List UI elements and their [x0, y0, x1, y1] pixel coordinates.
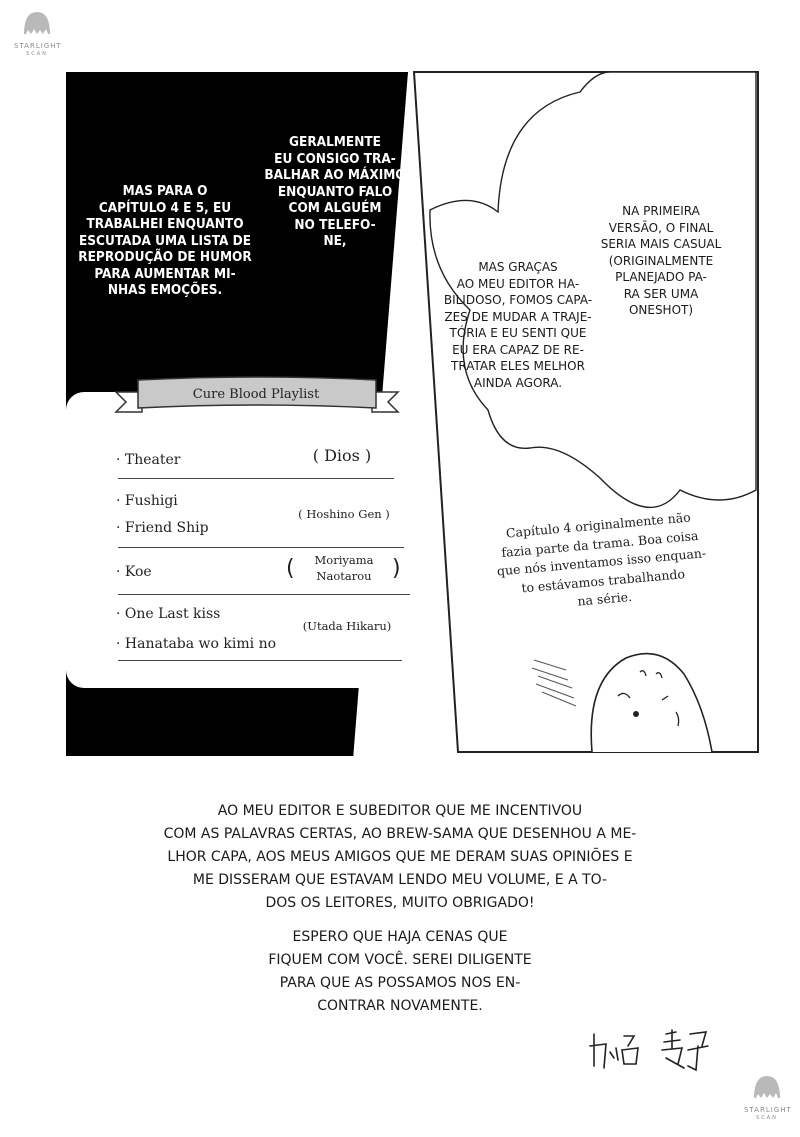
playlist-song: · One Last kiss	[116, 606, 221, 622]
playlist-artist-bracket: )	[392, 556, 401, 581]
playlist-artist-bracket: (	[286, 556, 295, 581]
watermark-sub: SCAN	[26, 51, 48, 57]
playlist-song: · Fushigi	[116, 493, 178, 509]
playlist-artist: ( Dios )	[312, 446, 372, 465]
author-signature	[588, 1024, 728, 1076]
thanks-paragraph: AO MEU EDITOR E SUBEDITOR QUE ME INCENTIVOU COM AS PALAVRAS CERTAS, AO BREW-SAMA QUE DESENHOU A ME- LHOR CAPA, AOS MEUS AMIGOS QUE ME DERAM SUAS OPINIÕES E ME DISSERAM QUE ESTAVAM LENDO MEU VOLUME, E A TO- DOS OS LEITORES, MUITO OBRIGADO!	[163, 803, 637, 911]
starlight-logo-icon	[752, 1072, 782, 1102]
playlist-song: · Hanataba wo kimi no	[116, 636, 277, 652]
caption-mas-para-o: MAS PARA O CAPÍTULO 4 E 5, EU TRABALHEI ENQUANTO ESCUTADA UMA LISTA DE REPRODUÇÃO DE HUMOR PARA AUMENTAR MI- NHAS EMOÇÕES.	[78, 183, 252, 298]
playlist-song: · Koe	[116, 564, 152, 580]
playlist-divider	[118, 547, 404, 548]
caption-na-primeira: NA PRIMEIRA VERSÃO, O FINAL SERIA MAIS CASUAL (ORIGINALMENTE PLANEJADO PA- RA SER UMA ONESHOT)	[600, 204, 722, 317]
watermark-name: STARLIGHT	[744, 1106, 792, 1114]
caption-geralmente: GERALMENTE EU CONSIGO TRA- BALHAR AO MÁXIMO ENQUANTO FALO COM ALGUÉM NO TELEFO- NE,	[264, 134, 406, 249]
watermark-name: STARLIGHT	[14, 42, 62, 50]
watermark-sub: SCAN	[756, 1115, 778, 1121]
watermark-top	[14, 8, 60, 58]
playlist-artist: ( Hoshino Gen )	[298, 507, 390, 521]
playlist-song: · Friend Ship	[116, 520, 209, 536]
mascot-illustration	[528, 640, 748, 752]
playlist-divider	[118, 594, 410, 595]
playlist-artist: (Utada Hikaru)	[302, 619, 392, 633]
closing-paragraph: ESPERO QUE HAJA CENAS QUE FIQUEM COM VOCÊ. SEREI DILIGENTE PARA QUE AS POSSAMOS NOS EN- CONTRAR NOVAMENTE.	[268, 929, 532, 1014]
playlist-divider	[118, 478, 394, 479]
caption-mas-gracas: MAS GRAÇAS AO MEU EDITOR HA- BILIDOSO, FOMOS CAPA- ZES DE MUDAR A TRAJE- TÓRIA E EU SENTI QUE EU ERA CAPAZ DE RE- TRATAR ELES MELHOR AINDA AGORA.	[443, 260, 593, 390]
starlight-logo-icon	[22, 8, 52, 38]
side-note: Capítulo 4 originalmente não fazia parte da trama. Boa coisa que nós inventamos isso enquan- to estávamos trabalhando na série.	[496, 509, 707, 609]
playlist-divider	[118, 660, 402, 661]
playlist-song: · Theater	[116, 452, 181, 468]
playlist-title: Cure Blood Playlist	[192, 387, 320, 402]
watermark-bottom	[744, 1072, 790, 1122]
playlist-artist: Moriyama Naotarou	[314, 553, 374, 583]
